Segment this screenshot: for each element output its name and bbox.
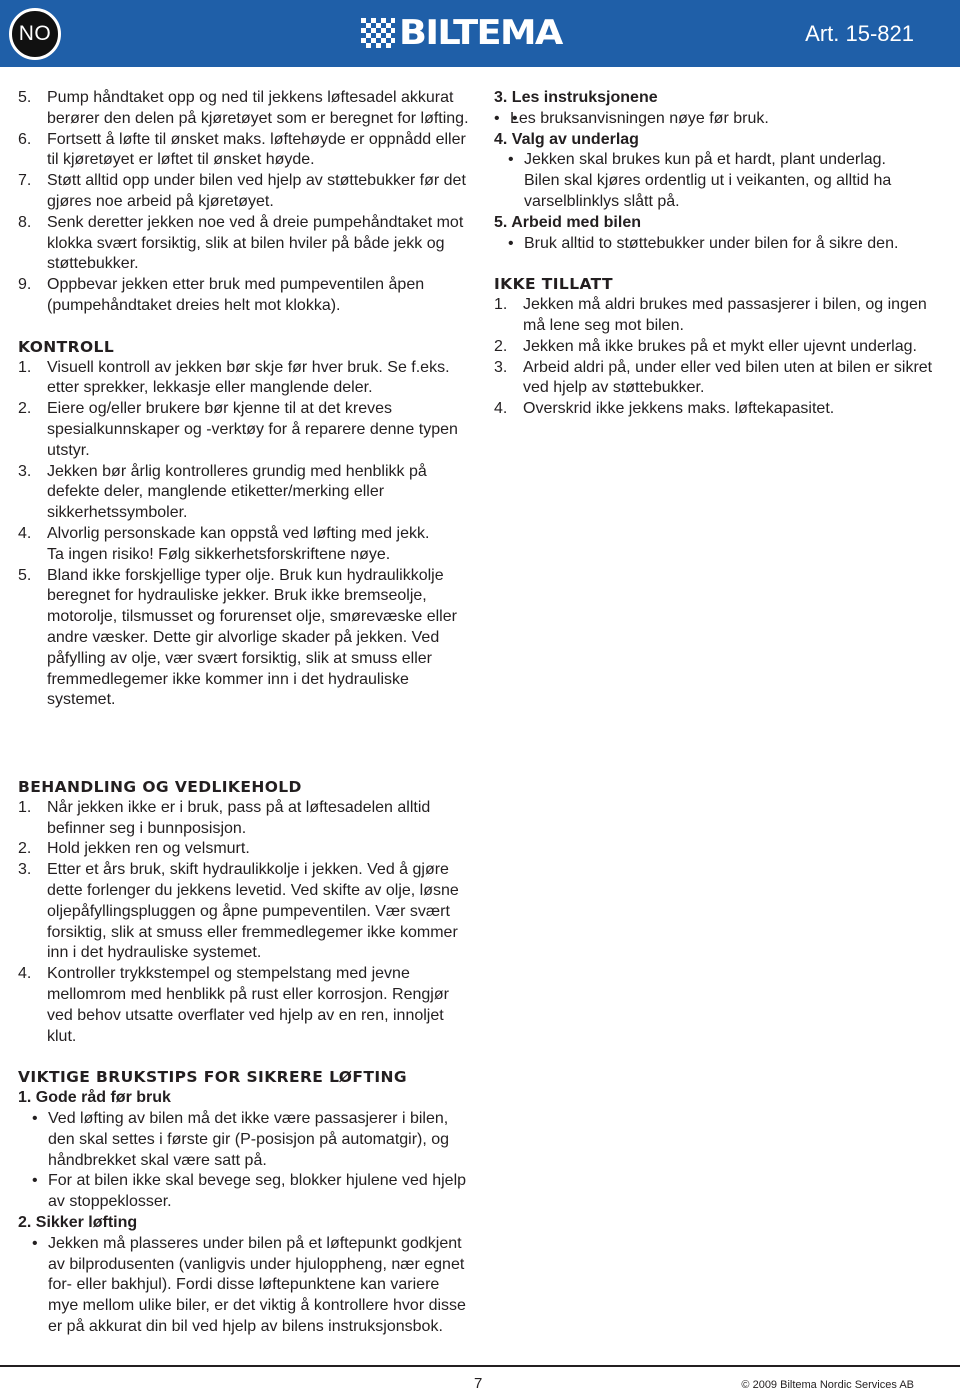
list-item — [18, 171, 474, 213]
item-text: Etter et års bruk, skift hydraulikkolje i jekken. Ved å gjøre dette forlenger du jekkens levetid. Ved skifte av olje, løsne oljepåfyllingspluggen og åpne pumpeventilen. Vær svært forsiktig, slik at smuss eller fremmedlegemer ikke kommer inn i det hydrauliske systemet. — [47, 861, 459, 962]
section-heading-brukstips: VIKTIGE BRUKSTIPS FOR SIKRERE LØFTING — [18, 1068, 407, 1087]
checkered-flag-icon — [361, 18, 395, 48]
bullet-item — [494, 150, 949, 171]
bullet-text: Bruk alltid to støttebukker under bilen for å sikre den. — [524, 234, 899, 252]
item-text: Jekken må ikke brukes på et mykt eller ujevnt underlag. — [523, 337, 917, 355]
bullet-item: • • Les bruksanvisningen nøye før bruk. — [494, 109, 949, 130]
list-item — [18, 213, 474, 275]
item-text: Visuell kontroll av jekken bør skje før hver bruk. Se f.eks. etter sprekker, lekkasje eller manglende deler. — [47, 358, 450, 397]
list-item — [18, 275, 474, 317]
item-number: 1. — [494, 296, 508, 314]
list-item — [18, 358, 474, 400]
item-text: Alvorlig personskade kan oppstå ved løfting med jekk. — [47, 524, 430, 542]
item-text: Når jekken ikke er i bruk, pass på at løftesadelen alltid befinner seg i bunnposisjon. — [47, 798, 431, 837]
item-number: 6. — [18, 130, 32, 148]
item-number: 3. — [18, 462, 32, 480]
logo-wordmark: BILTEMA — [399, 13, 562, 53]
item-text: Jekken må aldri brukes med passasjerer i bilen, og ingen må lene seg mot bilen. — [523, 296, 927, 334]
item-number: 9. — [18, 276, 32, 294]
sub-heading: 5. Arbeid med bilen — [494, 213, 641, 231]
language-badge: NO — [9, 8, 61, 60]
list-item — [494, 295, 949, 337]
page-header — [0, 0, 960, 67]
bullet-text: Jekken skal brukes kun på et hardt, plant underlag. — [524, 151, 886, 169]
section-heading-ikke-tillatt: IKKE TILLATT — [494, 275, 613, 294]
list-item — [494, 358, 949, 400]
item-number: 2. — [18, 840, 32, 858]
item-warning-text: Ta ingen risiko! Følg sikkerhetsforskriftene nøye. — [47, 545, 391, 563]
item-number: 5. — [18, 89, 32, 106]
list-item — [18, 566, 474, 712]
list-item — [18, 399, 474, 461]
left-column — [18, 88, 474, 711]
list-item — [18, 798, 470, 840]
item-number: 1. — [18, 358, 32, 376]
bullet-item: • Jekken må plasseres under bilen på et løftepunkt godkjent av bilprodusenten (vanligvis under hjuloppheng, nær egnet for- eller bakhjul). Fordi disse løftepunktene kan variere mye mellom ulike biler, er det viktig å kontrollere hvor disse er på akkurat din bil ved hjelp av bilens instruksjonsbok. — [18, 1234, 470, 1338]
bottom-left-column — [18, 777, 470, 1338]
section-heading-kontroll: KONTROLL — [18, 337, 115, 356]
item-number: 5. — [18, 566, 32, 584]
item-number: 4. — [18, 524, 32, 542]
item-text: Overskrid ikke jekkens maks. løftekapasitet. — [523, 400, 835, 418]
page-number: 7 — [474, 1375, 483, 1392]
item-number: 8. — [18, 213, 32, 231]
item-number: 7. — [18, 172, 32, 190]
bullet-item: • For at bilen ikke skal bevege seg, blokker hjulene ved hjelp av stoppeklosser. — [18, 1171, 470, 1213]
footer-divider — [0, 1365, 960, 1367]
item-number: 3. — [494, 358, 508, 376]
item-text: Eiere og/eller brukere bør kjenne til at det kreves spesialkunnskaper og -verktøy for å reparere denne typen utstyr. — [47, 400, 458, 459]
item-number: 2. — [18, 400, 32, 418]
item-number: 2. — [494, 337, 508, 355]
bullet-item: • Ved løfting av bilen må det ikke være passasjerer i bilen, den skal settes i første gir (P-posisjon på automatgir), og håndbrekket skal være satt på. — [18, 1109, 470, 1171]
sub-heading: 3. Les instruksjonene — [494, 89, 658, 106]
item-text: Fortsett å løfte til ønsket maks. løftehøyde er oppnådd eller til kjøretøyet er løftet til ønsket høyde. — [47, 130, 466, 169]
item-text: Hold jekken ren og velsmurt. — [47, 840, 250, 858]
item-text: Jekken bør årlig kontrolleres grundig med henblikk på defekte deler, manglende etiketter/merking eller sikkerhetssymboler. — [47, 462, 427, 522]
item-number: 4. — [18, 965, 32, 983]
copyright-notice: © 2009 Biltema Nordic Services AB — [741, 1379, 914, 1391]
sub-heading: 4. Valg av underlag — [494, 130, 639, 148]
sub-heading: 2. Sikker løfting — [18, 1213, 138, 1231]
list-item — [18, 860, 470, 964]
item-text: Oppbevar jekken etter bruk med pumpeventilen åpen (pumpehåndtaket dreies helt mot klokka). — [47, 276, 425, 314]
list-item — [18, 964, 470, 1047]
list-item — [18, 462, 474, 524]
biltema-logo — [361, 13, 562, 53]
list-item — [18, 88, 474, 130]
article-number: Art. 15-821 — [805, 21, 914, 46]
note-text: Bilen skal kjøres ordentlig ut i veikanten, og alltid ha varselblinklys slått på. — [524, 172, 892, 210]
list-item — [18, 839, 470, 860]
item-text: Bland ikke forskjellige typer olje. Bruk kun hydraulikkolje beregnet for hydrauliske jekker. Bruk ikke bremseolje, motorolje, tilsmusset og forurenset olje, smørevæske eller andre væsker. Dette gir alvorlige skader på jekken. Ved påfylling av olje, vær svært forsiktig, slik at smuss eller fremmedlegemer ikke kommer inn i det hydrauliske systemet. — [47, 566, 457, 709]
item-text: Arbeid aldri på, under eller ved bilen uten at bilen er sikret ved hjelp av støttebukker. — [523, 358, 933, 397]
section-heading-behandling: BEHANDLING OG VEDLIKEHOLD — [18, 778, 302, 796]
bullet-text: Les bruksanvisningen nøye før bruk. — [510, 109, 769, 127]
item-text: Støtt alltid opp under bilen ved hjelp av støttebukker før det gjøres noe arbeid på kjøretøyet. — [47, 172, 466, 210]
item-text: Pump håndtaket opp og ned til jekkens løftesadel akkurat berører den delen på kjøretøyet som er beregnet for løfting. — [47, 89, 469, 127]
item-number: 3. — [18, 861, 32, 879]
list-item — [18, 524, 474, 566]
bullet-item — [494, 234, 949, 255]
item-text: Kontroller trykkstempel og stempelstang med jevne mellomrom med henblikk på rust eller korrosjon. Rengjør ved behov utsatte overflater ved hjelp av en ren, innoljet klut. — [47, 965, 449, 1045]
list-item — [18, 130, 474, 172]
right-column — [494, 88, 949, 420]
list-item — [494, 399, 949, 420]
item-text: Senk deretter jekken noe ved å dreie pumpehåndtaket mot klokka svært forsiktig, slik at bilen hviler på både jekk og støttebukker. — [47, 213, 464, 273]
sub-heading: 1. Gode råd før bruk — [18, 1089, 171, 1107]
list-item — [494, 337, 949, 358]
item-number: 4. — [494, 400, 508, 418]
item-number: 1. — [18, 798, 32, 816]
